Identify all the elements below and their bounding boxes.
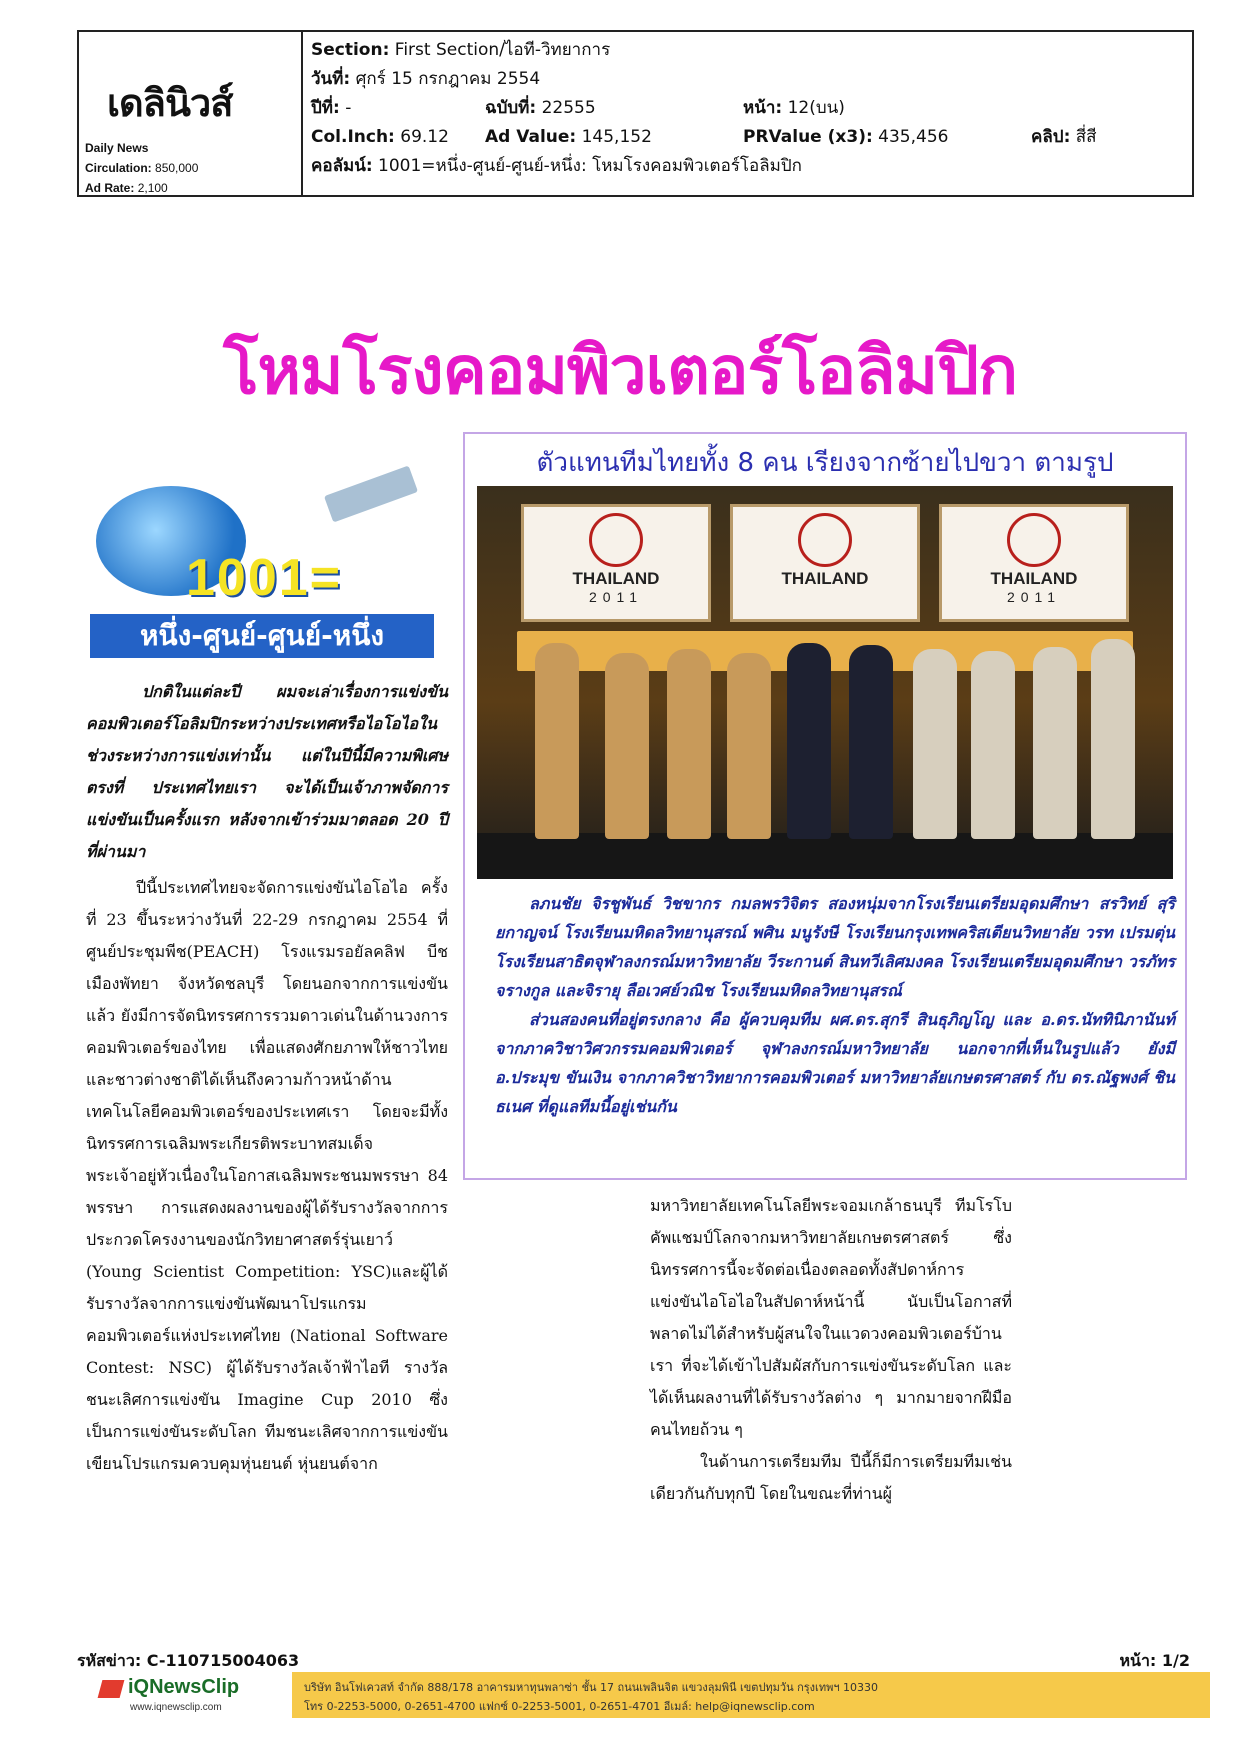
photo-caption-title: ตัวแทนทีมไทยทั้ง 8 คน เรียงจากซ้ายไปขวา ตามรูป	[536, 448, 1114, 478]
circulation-value: 850,000	[155, 161, 199, 175]
publication-name: Daily News	[85, 141, 149, 155]
year-label: ปีที่:	[311, 98, 340, 118]
screen-year: 2011	[588, 589, 644, 605]
section-label: Section:	[311, 40, 390, 60]
caption-paragraph: ลภนชัย จิรชูพันธ์ วิชขากร กมลพรวิจิตร สองหนุ่มจากโรงเรียนเตรียมอุดมศึกษา สรวิทย์ สุริยกาญจน์ โรงเรียนมหิดลวิทยานุสรณ์ พศิน มนูรังษี โรงเรียนกรุงเทพคริสเตียนวิทยาลัย วรท เปรมตุ่น โรงเรียนสาธิตจุฬาลงกรณ์มหาวิทยาลัย วีระกานต์ สินทวีเลิศมงคล โรงเรียนเตรียมอุดมศึกษา วรภัทร จรางกูล และจิรายุ ลือเวศย์วณิช โรงเรียนมหิดลวิทยานุสรณ์	[495, 894, 1175, 1000]
ad-value-label: Ad Value:	[485, 127, 577, 147]
clip-header	[77, 30, 1194, 197]
brand-name: iQNewsClip	[128, 1676, 240, 1698]
screen-text: THAILAND	[781, 569, 869, 588]
page-label: หน้า:	[743, 98, 783, 118]
issue-value: 22555	[541, 98, 596, 118]
clip-value: สี่สี	[1075, 127, 1097, 147]
ioi-screen	[939, 504, 1129, 622]
article-body-left	[86, 872, 448, 1480]
company-address: บริษัท อินโฟเควสท์ จำกัด 888/178 อาคารมหาทุนพลาซ่า ชั้น 17 ถนนเพลินจิต แขวงลุมพินี เขตปทุมวัน กรุงเทพฯ 10330	[304, 1681, 878, 1694]
body-paragraph: มหาวิทยาลัยเทคโนโลยีพระจอมเกล้าธนบุรี ทีมโรโบคัพแชมป์โลกจากมหาวิทยาลัยเกษตรศาสตร์ ซึ่งนิทรรศการนี้จะจัดต่อเนื่องตลอดทั้งสัปดาห์การแข่งขันไอโอไอในสัปดาห์หน้านี้ นับเป็นโอกาสที่พลาดไม่ได้สำหรับผู้สนใจในแวดวงคอมพิวเตอร์บ้านเรา ที่จะได้เข้าไปสัมผัสกับการแข่งขันระดับโลก และได้เห็นผลงานที่ได้รับรางวัลต่าง ๆ มากมายจากฝีมือคนไทยถ้วน ๆ	[650, 1196, 1012, 1439]
article-headline: โหมโรงคอมพิวเตอร์โอลิมปิก	[223, 332, 1017, 409]
person	[727, 653, 771, 839]
person	[1033, 647, 1077, 839]
team-photo	[477, 486, 1173, 879]
column-value: 1001=หนึ่ง-ศูนย์-ศูนย์-หนึ่ง: โหมโรงคอมพิวเตอร์โอลิมปิก	[378, 156, 802, 176]
clip-metadata	[311, 36, 1186, 181]
footer-bar	[292, 1672, 1210, 1718]
article-intro	[86, 676, 448, 868]
date-label: วันที่:	[311, 69, 351, 89]
date-row	[311, 65, 1186, 94]
body-paragraph: ปีนี้ประเทศไทยจะจัดการแข่งขันไอโอไอ ครั้งที่ 23 ขึ้นระหว่างวันที่ 22-29 กรกฎาคม 2554 ที่ศูนย์ประชุมพีช(PEACH) โรงแรมรอยัลคลิฟ บีช เมืองพัทยา จังหวัดชลบุรี โดยนอกจากการแข่งขันแล้ว ยังมีการจัดนิทรรศการรวมดาวเด่นในด้านวงการคอมพิวเตอร์ของไทย เพื่อแสดงศักยภาพให้ชาวไทยและชาวต่างชาติได้เห็นถึงความก้าวหน้าด้านเทคโนโลยีคอมพิวเตอร์ของประเทศเรา โดยจะมีทั้งนิทรรศการเฉลิมพระเกียรติพระบาทสมเด็จพระเจ้าอยู่หัวเนื่องในโอกาสเฉลิมพระชนมพรรษา 84 พรรษา การแสดงผลงานของผู้ได้รับรางวัลจากการประกวดโครงงานของนักวิทยาศาสตร์รุ่นเยาว์ (Young Scientist Competition: YSC)และผู้ได้รับรางวัลจากการแข่งขันพัฒนาโปรแกรมคอมพิวเตอร์แห่งประเทศไทย (National Software Contest: NSC) ผู้ได้รับรางวัลเจ้าฟ้าไอที รางวัลชนะเลิศการแข่งขัน Imagine Cup 2010 ซึ่งเป็นการแข่งขันระดับโลก ทีมชนะเลิศจากการแข่งขันเขียนโปรแกรมควบคุมหุ่นยนต์ หุ่นยนต์จาก	[86, 878, 448, 1473]
person	[913, 649, 957, 839]
ioi-logo-icon	[589, 513, 643, 567]
section-row	[311, 36, 1186, 65]
column-logo-title: หนึ่ง-ศูนย์-ศูนย์-หนึ่ง	[90, 614, 434, 658]
year-value: -	[345, 98, 352, 118]
stage-floor	[477, 833, 1173, 879]
issue-row	[311, 94, 1186, 123]
person	[971, 651, 1015, 839]
ioi-screen	[521, 504, 711, 622]
screen-text: THAILAND	[572, 569, 660, 588]
publication-logo: เดลินิวส์	[107, 81, 233, 125]
article-body-right	[650, 1190, 1012, 1510]
ioi-logo-icon	[798, 513, 852, 567]
ad-rate	[85, 178, 198, 198]
column-label: คอลัมน์:	[311, 156, 373, 176]
clip-label: คลิป:	[1031, 127, 1071, 147]
colinch-label: Col.Inch:	[311, 127, 395, 147]
section-value: First Section/ไอที-วิทยาการ	[394, 40, 611, 60]
page-number: หน้า: 1/2	[1119, 1651, 1190, 1670]
person	[605, 653, 649, 839]
iqnewsclip-logo-icon	[98, 1680, 125, 1698]
circulation	[85, 158, 198, 178]
satellite-icon	[324, 465, 418, 522]
body-paragraph: ในด้านการเตรียมทีม ปีนี้ก็มีการเตรียมทีมเช่นเดียวกันกับทุกปี โดยในขณะที่ท่านผู้	[650, 1452, 1012, 1503]
screen-year: 2011	[1006, 589, 1062, 605]
circulation-label: Circulation:	[85, 161, 152, 175]
news-id: รหัสข่าว: C-110715004063	[77, 1651, 300, 1670]
ad-rate-value: 2,100	[137, 181, 168, 195]
company-contact: โทร 0-2253-5000, 0-2651-4700 แฟกซ์ 0-2253-5001, 0-2651-4701 อีเมล์: help@iqnewsclip.com	[304, 1700, 815, 1713]
value-row	[311, 123, 1186, 152]
date-value: ศุกร์ 15 กรกฎาคม 2554	[355, 69, 541, 89]
column-row	[311, 152, 1186, 181]
photo-caption	[495, 889, 1175, 1121]
column-logo-number: 1001=	[186, 549, 343, 607]
ad-rate-label: Ad Rate:	[85, 181, 135, 195]
ioi-screen	[730, 504, 920, 622]
person	[787, 643, 831, 839]
person	[849, 645, 893, 839]
ioi-logo-icon	[1007, 513, 1061, 567]
photo-panel	[463, 432, 1187, 1180]
prvalue-value: 435,456	[878, 127, 949, 147]
person	[535, 643, 579, 839]
screen-text: THAILAND	[990, 569, 1078, 588]
person	[1091, 639, 1135, 839]
publication-meta	[85, 138, 198, 198]
intro-paragraph: ปกติในแต่ละปี ผมจะเล่าเรื่องการแข่งขันคอมพิวเตอร์โอลิมปิกระหว่างประเทศหรือไอโอไอในช่วงระหว่างการแข่งเท่านั้น แต่ในปีนี้มีความพิเศษตรงที่ ประเทศไทยเรา จะได้เป็นเจ้าภาพจัดการแข่งขันเป็นครั้งแรก หลังจากเข้าร่วมมาตลอด 20 ปีที่ผ่านมา	[86, 682, 448, 861]
column-logo	[86, 468, 438, 660]
prvalue-label: PRValue (x3):	[743, 127, 873, 147]
ad-value-value: 145,152	[581, 127, 652, 147]
caption-paragraph: ส่วนสองคนที่อยู่ตรงกลาง คือ ผู้ควบคุมทีม ผศ.ดร.สุกรี สินธุภิญโญ และ อ.ดร.นัททินิภานันท์ จากภาควิชาวิศวกรรมคอมพิวเตอร์ จุฬาลงกรณ์มหาวิทยาลัย นอกจากที่เห็นในรูปแล้ว ยังมี อ.ประมุข ขันเงิน จากภาควิชาวิทยาการคอมพิวเตอร์ มหาวิทยาลัยเกษตรศาสตร์ กับ ดร.ณัฐพงศ์ ชินธเนศ ที่ดูแลทีมนี้อยู่เช่นกัน	[495, 1010, 1175, 1116]
publication-box	[79, 32, 303, 195]
colinch-value: 69.12	[400, 127, 449, 147]
issue-label: ฉบับที่:	[485, 98, 537, 118]
page-value: 12(บน)	[787, 98, 845, 118]
person	[667, 649, 711, 839]
brand-url: www.iqnewsclip.com	[130, 1702, 222, 1713]
